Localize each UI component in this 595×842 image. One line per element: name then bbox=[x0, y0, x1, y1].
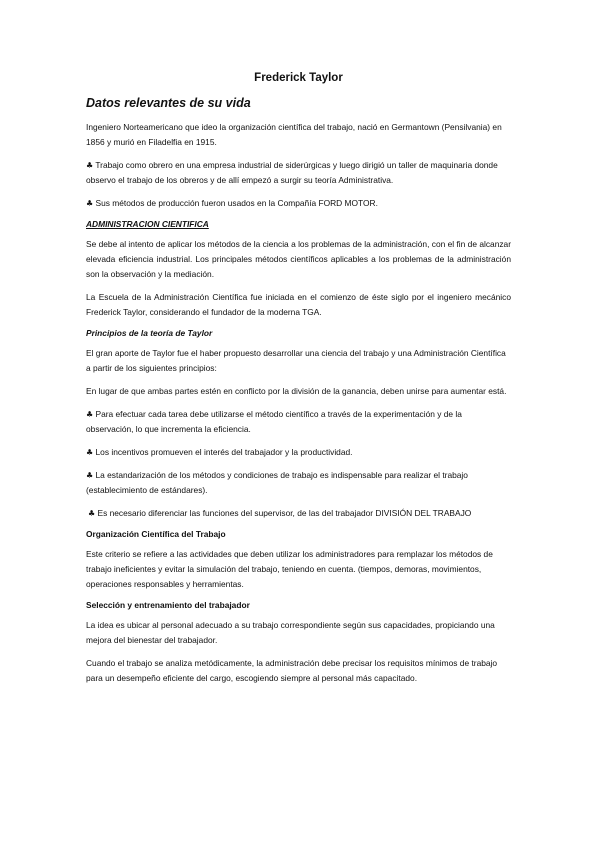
paragraph: Ingeniero Norteamericano que ideo la organización científica del trabajo, nació en Germantown (Pensilvania) en 1856 y murió en Filadelfia en 1915. bbox=[86, 122, 502, 147]
bullet-text: La estandarización de los métodos y condiciones de trabajo es indispensable para realizar el trabajo (establecimiento de estándares). bbox=[86, 470, 468, 495]
paragraph: Cuando el trabajo se analiza metódicamente, la administración debe precisar los requisitos mínimos de trabajo para un desempeño eficiente del cargo, escogiendo siempre al personal más capacitado. bbox=[86, 658, 498, 683]
document-title: Frederick Taylor bbox=[254, 72, 343, 84]
bullet-item bbox=[86, 196, 511, 211]
bullet-item bbox=[86, 407, 511, 437]
club-icon: ♣ bbox=[86, 161, 94, 170]
paragraph: Se debe al intento de aplicar los métodos de la ciencia a los problemas de la administración, con el fin de alcanzar elevada eficiencia industrial. Los principales métodos científicos aplicables a los problemas de la administración son la observación y la mediación. bbox=[86, 239, 511, 279]
bullet-item bbox=[86, 468, 511, 498]
club-icon: ♣ bbox=[86, 471, 94, 480]
bullet-text: Los incentivos promueven el interés del trabajador y la productividad. bbox=[93, 447, 353, 457]
club-icon: ♣ bbox=[88, 509, 96, 518]
paragraph: Este criterio se refiere a las actividades que deben utilizar los administradores para remplazar los métodos de trabajo ineficientes y evitar la simulación del trabajo, teniendo en cuenta. (tiempos, demoras, movimientos, operaciones responsables y herramientas. bbox=[86, 549, 493, 589]
document-body bbox=[86, 120, 511, 686]
bullet-text: Es necesario diferenciar las funciones del supervisor, de las del trabajador DIVISIÓN DEL TRABAJO bbox=[95, 508, 472, 518]
bullet-text: Trabajo como obrero en una empresa industrial de siderúrgicas y luego dirigió un taller de maquinaria donde observo el trabajo de los obreros y de allí empezó a surgir su teoría Administrativa. bbox=[86, 160, 498, 185]
club-icon: ♣ bbox=[86, 199, 94, 208]
club-icon: ♣ bbox=[86, 410, 94, 419]
bullet-text: Sus métodos de producción fueron usados en la Compañía FORD MOTOR. bbox=[93, 198, 378, 208]
paragraph: En lugar de que ambas partes estén en conflicto por la división de la ganancia, deben unirse para aumentar está. bbox=[86, 386, 507, 396]
paragraph: La idea es ubicar al personal adecuado a su trabajo correspondiente según sus capacidades, propiciando una mejora del bienestar del trabajador. bbox=[86, 620, 495, 645]
document-subtitle: Datos relevantes de su vida bbox=[86, 96, 251, 110]
bullet-item bbox=[86, 158, 511, 188]
club-icon: ♣ bbox=[86, 448, 94, 457]
section-heading: Selección y entrenamiento del trabajador bbox=[86, 600, 250, 610]
bullet-item bbox=[86, 506, 511, 521]
bullet-text: Para efectuar cada tarea debe utilizarse el método científico a través de la experimentación y de la observación, lo que incrementa la eficiencia. bbox=[86, 409, 462, 434]
section-heading: Principios de la teoría de Taylor bbox=[86, 328, 213, 338]
bullet-item bbox=[86, 445, 511, 460]
paragraph: El gran aporte de Taylor fue el haber propuesto desarrollar una ciencia del trabajo y una Administración Científica a partir de los siguientes principios: bbox=[86, 348, 506, 373]
paragraph: La Escuela de la Administración Científica fue iniciada en el comienzo de éste siglo por el ingeniero mecánico Frederick Taylor, considerando el fundador de la moderna TGA. bbox=[86, 292, 511, 317]
section-heading: Organización Científica del Trabajo bbox=[86, 529, 226, 539]
section-heading: ADMINISTRACION CIENTIFICA bbox=[86, 219, 209, 229]
